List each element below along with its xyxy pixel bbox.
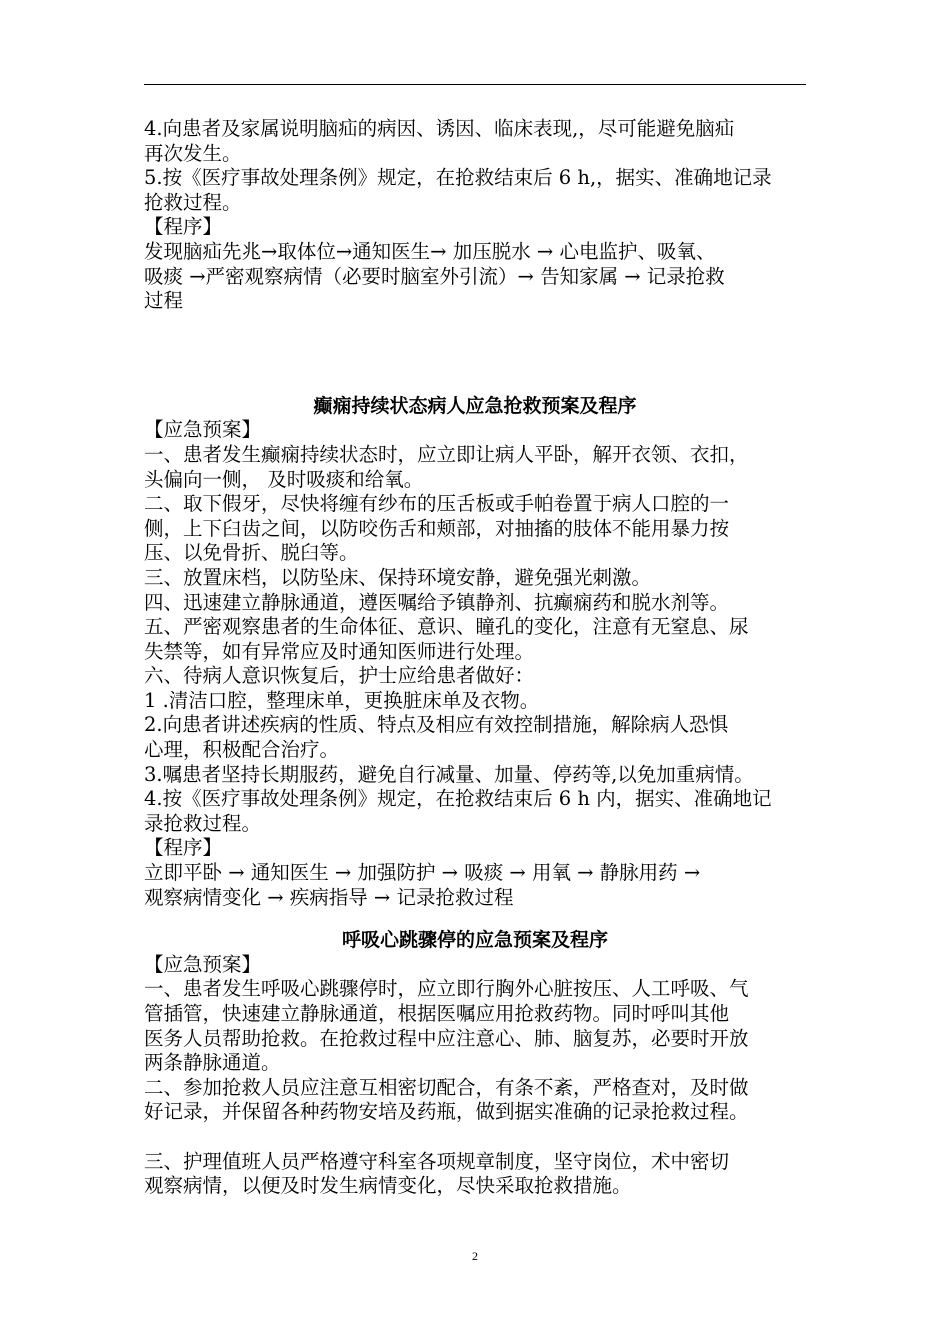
- text-line: 录抢救过程。: [144, 811, 262, 835]
- text-line: 心理，积极配合治疗。: [144, 738, 340, 762]
- text-line: 失禁等，如有异常应及时通知医师进行处理。: [144, 639, 535, 663]
- text-line: 再次发生。: [144, 141, 242, 165]
- text-line: 好记录，并保留各种药物安培及药瓶，做到据实准确的记录抢救过程。: [144, 1100, 749, 1124]
- cardiac-arrest-section-title: 呼吸心跳骤停的应急预案及程序: [341, 929, 608, 952]
- text-line: 侧，上下臼齿之间，以防咬伤舌和颊部，对抽搐的肢体不能用暴力按: [144, 516, 730, 540]
- text-line: 六、待病人意识恢复后，护士应给患者做好：: [144, 664, 535, 688]
- text-line: 医务人员帮助抢救。在抢救过程中应注意心、肺、脑复苏，必要时开放: [144, 1026, 749, 1050]
- epilepsy-section-body: [144, 418, 812, 910]
- text-line: 观察病情，以便及时发生病情变化，尽快采取抢救措施。: [144, 1174, 632, 1198]
- text-line: 【应急预案】: [144, 952, 262, 976]
- text-line: 吸痰 →严密观察病情（必要时脑室外引流）→ 告知家属 → 记录抢救: [144, 264, 725, 288]
- text-line: 2.向患者讲述疾病的性质、特点及相应有效控制措施，解除病人恐惧: [144, 713, 729, 737]
- text-line: 立即平卧 → 通知医生 → 加强防护 → 吸痰 → 用氧 → 静脉用药 →: [144, 861, 701, 885]
- text-line: 三、护理值班人员严格遵守科室各项规章制度，坚守岗位，术中密切: [144, 1149, 730, 1173]
- text-line: 观察病情变化 → 疾病指导 → 记录抢救过程: [144, 885, 514, 909]
- text-line: 两条静脉通道。: [144, 1051, 281, 1075]
- text-line: 一、患者发生癫痫持续状态时，应立即让病人平卧，解开衣领、衣扣，: [144, 442, 749, 466]
- text-line: 二、参加抢救人员应注意互相密切配合，有条不紊，严格查对，及时做: [144, 1075, 749, 1099]
- text-line: 1 .清洁口腔，整理床单，更换脏床单及衣物。: [144, 688, 540, 712]
- epilepsy-section-title: 癫痫持续状态病人应急抢救预案及程序: [313, 394, 637, 417]
- text-line: 二、取下假牙，尽快将缠有纱布的压舌板或手帕卷置于病人口腔的一: [144, 492, 730, 516]
- brain-hernia-section-continued: [144, 117, 812, 314]
- page-number: 2: [472, 1249, 478, 1263]
- text-line: 4.向患者及家属说明脑疝的病因、诱因、临床表现,，尽可能避免脑疝: [144, 117, 735, 140]
- text-line: 四、迅速建立静脉通道，遵医嘱给予镇静剂、抗癫痫药和脱水剂等。: [144, 590, 730, 614]
- text-line: 【应急预案】: [144, 418, 262, 442]
- text-line: 3.嘱患者坚持长期服药，避免自行减量、加量、停药等,以免加重病情。: [144, 762, 754, 786]
- text-line: 【程序】: [144, 836, 223, 860]
- document-body: [144, 117, 812, 1199]
- text-line: 五、严密观察患者的生命体征、意识、瞳孔的变化，注意有无窒息、尿: [144, 615, 749, 639]
- cardiac-arrest-section-body-continued: [144, 1150, 812, 1199]
- text-line: 发现脑疝先兆→取体位→通知医生→ 加压脱水 → 心电监护、吸氧、: [144, 239, 716, 263]
- text-line: 头偏向一侧， 及时吸痰和给氧。: [144, 467, 424, 491]
- text-line: 【程序】: [144, 215, 223, 239]
- text-line: 抢救过程。: [144, 190, 242, 214]
- text-line: 三、放置床档，以防坠床、保持环境安静，避免强光刺激。: [144, 565, 652, 589]
- text-line: 管插管，快速建立静脉通道，根据医嘱应用抢救药物。同时呼叫其他: [144, 1002, 730, 1025]
- text-line: 5.按《医疗事故处理条例》规定，在抢救结束后 6 h,，据实、准确地记录: [144, 166, 772, 190]
- header-rule: [144, 84, 806, 85]
- text-line: 4.按《医疗事故处理条例》规定，在抢救结束后 6 h 内，据实、准确地记: [144, 787, 772, 811]
- text-line: 过程: [144, 289, 184, 313]
- cardiac-arrest-section-body: [144, 953, 812, 1125]
- text-line: 压、以免骨折、脱臼等。: [144, 541, 359, 565]
- text-line: 一、患者发生呼吸心跳骤停时，应立即行胸外心脏按压、人工呼吸、气: [144, 977, 749, 1001]
